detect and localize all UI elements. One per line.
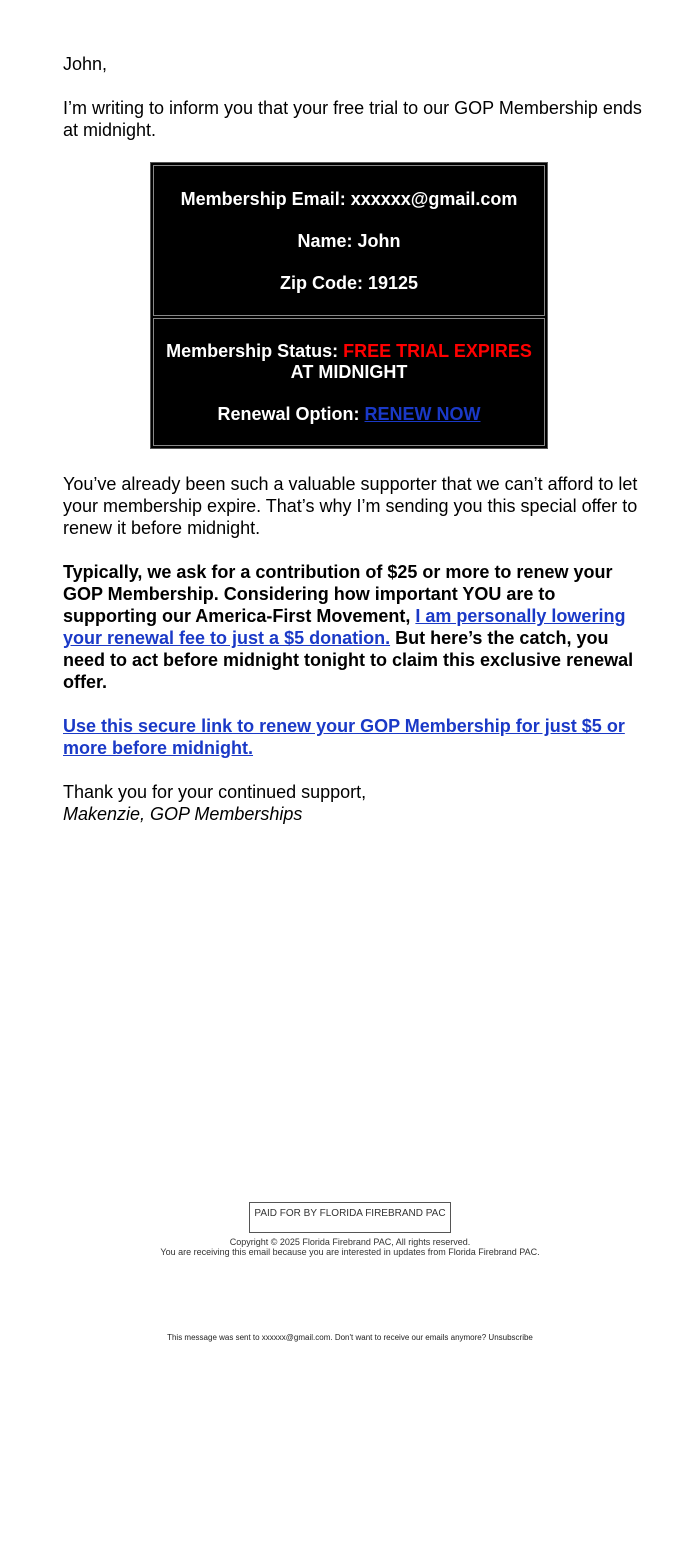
membership-email-line	[154, 189, 544, 210]
membership-email-value: xxxxxx@gmail.com	[350, 189, 518, 209]
intro-paragraph: I’m writing to inform you that your free trial to our GOP Membership ends at midnight.	[63, 98, 642, 140]
status-value-cont: AT MIDNIGHT	[290, 362, 408, 382]
offer-text-end: But here’s the catch, you need to act before midnight tonight to claim this exclusive renewal offer.	[63, 628, 634, 692]
offer-paragraph	[63, 561, 643, 693]
greeting: John,	[63, 54, 108, 74]
status-line	[154, 341, 544, 362]
zip-line: Zip Code: 19125	[279, 273, 419, 293]
receiving-reason-text: You are receiving this email because you are interested in updates from Florida Firebrand PAC.	[160, 1247, 540, 1257]
copyright-text: Copyright © 2025 Florida Firebrand PAC, All rights reserved.	[229, 1237, 471, 1247]
email-body	[63, 53, 643, 163]
membership-status-panel	[153, 318, 545, 446]
membership-email-label: Membership Email:	[180, 189, 351, 209]
supporter-paragraph: You’ve already been such a valuable supporter that we can’t afford to let your membership expire. That’s why I’m sending you this special offer to renew it before midnight.	[63, 474, 638, 538]
renewal-line	[154, 404, 544, 425]
status-label: Membership Status:	[166, 341, 344, 361]
secure-renew-link[interactable]: Use this secure link to renew your GOP Membership for just $5 or more before midnight.	[63, 716, 625, 758]
offer-text-start: Typically, we ask for a contribution of $25 or more to renew your GOP Membership. Considering how important YOU are to supporting our America-First Movement,	[63, 562, 613, 626]
membership-info-box	[150, 162, 548, 449]
lower-fee-link[interactable]: I am personally lowering your renewal fee to just a $5 donation.	[63, 606, 626, 648]
cta-paragraph	[63, 715, 643, 759]
paid-for-disclaimer: PAID FOR BY FLORIDA FIREBRAND PAC	[249, 1202, 451, 1233]
renewal-label: Renewal Option:	[217, 404, 365, 424]
thanks-line: Thank you for your continued support,	[63, 782, 367, 802]
name-line: Name: John	[297, 231, 401, 251]
closing	[63, 781, 643, 825]
status-value: FREE TRIAL EXPIRES	[343, 341, 532, 361]
signature: Makenzie, GOP Memberships	[63, 804, 303, 824]
sent-to-text: This message was sent to xxxxxx@gmail.com. Don't want to receive our emails anymore? Unsubscribe	[167, 1333, 533, 1342]
membership-details-panel	[153, 165, 545, 316]
renew-now-link[interactable]: RENEW NOW	[364, 404, 481, 424]
